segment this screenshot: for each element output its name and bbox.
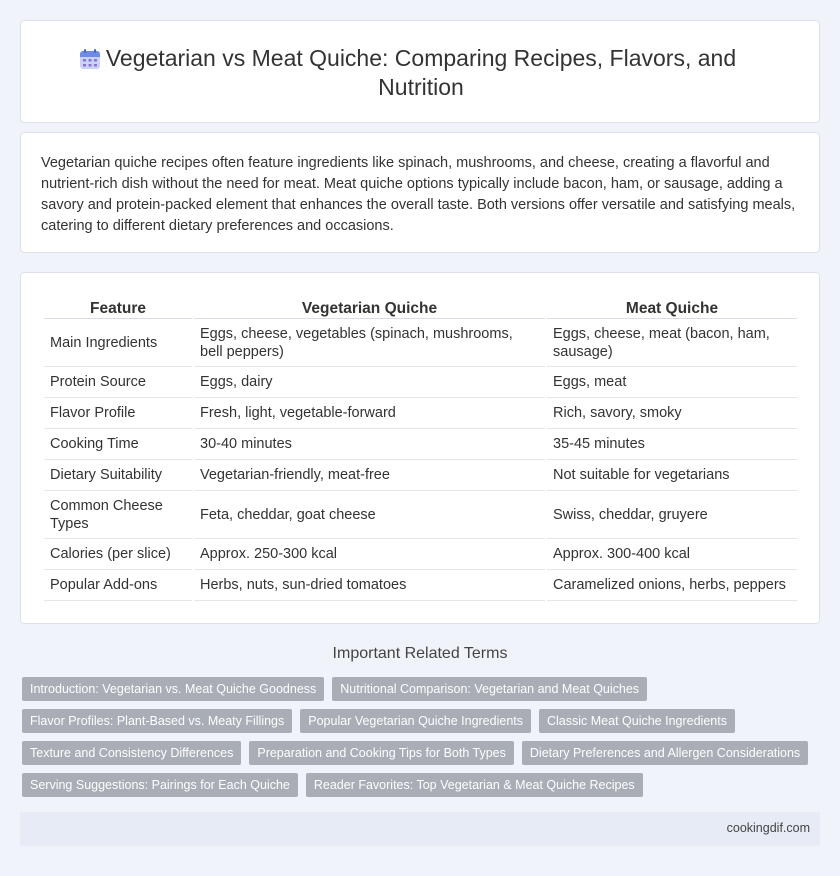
cell-feature: Common Cheese Types bbox=[44, 491, 192, 539]
footer bbox=[20, 812, 820, 846]
related-term-tag[interactable]: Classic Meat Quiche Ingredients bbox=[539, 709, 735, 733]
related-term-tag[interactable]: Reader Favorites: Top Vegetarian & Meat Quiche Recipes bbox=[306, 773, 643, 797]
related-terms-heading: Important Related Terms bbox=[332, 645, 508, 662]
footer-site-link[interactable]: cookingdif.com bbox=[726, 821, 810, 835]
cell-vegetarian: Vegetarian-friendly, meat-free bbox=[194, 460, 545, 491]
comparison-card bbox=[20, 272, 820, 624]
header-meat: Meat Quiche bbox=[547, 295, 797, 319]
cell-feature: Dietary Suitability bbox=[44, 460, 192, 491]
table-row bbox=[44, 398, 797, 429]
cell-meat: Caramelized onions, herbs, peppers bbox=[547, 570, 797, 601]
cell-vegetarian: Fresh, light, vegetable-forward bbox=[194, 398, 545, 429]
cell-meat: Eggs, meat bbox=[547, 367, 797, 398]
related-term-tag[interactable]: Preparation and Cooking Tips for Both Types bbox=[249, 741, 514, 765]
cell-vegetarian: Eggs, dairy bbox=[194, 367, 545, 398]
cell-feature: Calories (per slice) bbox=[44, 539, 192, 570]
cell-meat: Swiss, cheddar, gruyere bbox=[547, 491, 797, 539]
related-term-tag[interactable]: Dietary Preferences and Allergen Considerations bbox=[522, 741, 808, 765]
table-row bbox=[44, 367, 797, 398]
header-vegetarian: Vegetarian Quiche bbox=[194, 295, 545, 319]
table-row bbox=[44, 460, 797, 491]
table-row bbox=[44, 429, 797, 460]
page-title: Vegetarian vs Meat Quiche: Comparing Recipes, Flavors, and Nutrition bbox=[105, 44, 737, 100]
related-term-tag[interactable]: Nutritional Comparison: Vegetarian and Meat Quiches bbox=[332, 677, 647, 701]
cell-meat: Rich, savory, smoky bbox=[547, 398, 797, 429]
table-row bbox=[44, 570, 797, 601]
cell-feature: Main Ingredients bbox=[44, 319, 192, 367]
cell-feature: Flavor Profile bbox=[44, 398, 192, 429]
cell-vegetarian: Herbs, nuts, sun-dried tomatoes bbox=[194, 570, 545, 601]
cell-meat: Not suitable for vegetarians bbox=[547, 460, 797, 491]
cell-vegetarian: Eggs, cheese, vegetables (spinach, mushrooms, bell peppers) bbox=[194, 319, 545, 367]
cell-meat: Eggs, cheese, meat (bacon, ham, sausage) bbox=[547, 319, 797, 367]
cell-vegetarian: 30-40 minutes bbox=[194, 429, 545, 460]
comparison-table bbox=[42, 295, 799, 601]
table-header-row bbox=[44, 295, 797, 319]
related-term-tag[interactable]: Flavor Profiles: Plant-Based vs. Meaty Fillings bbox=[22, 709, 292, 733]
related-term-tag[interactable]: Texture and Consistency Differences bbox=[22, 741, 241, 765]
cell-feature: Cooking Time bbox=[44, 429, 192, 460]
table-row bbox=[44, 539, 797, 570]
related-term-tag[interactable]: Popular Vegetarian Quiche Ingredients bbox=[300, 709, 531, 733]
header-feature: Feature bbox=[44, 295, 192, 319]
related-terms-list bbox=[22, 677, 822, 805]
cell-vegetarian: Approx. 250-300 kcal bbox=[194, 539, 545, 570]
intro-paragraph: Vegetarian quiche recipes often feature ingredients like spinach, mushrooms, and cheese, creating a flavorful and nutrient-rich dish without the need for meat. Meat quiche options typically include bacon, ham, or sausage, adding a savory and protein-packed element that enhances the overall taste. Both versions offer versatile and satisfying meals, catering to different dietary preferences and occasions. bbox=[41, 155, 796, 234]
table-row bbox=[44, 491, 797, 539]
related-term-tag[interactable]: Introduction: Vegetarian vs. Meat Quiche Goodness bbox=[22, 677, 324, 701]
header-card bbox=[20, 20, 820, 123]
cell-meat: Approx. 300-400 kcal bbox=[547, 539, 797, 570]
cell-meat: 35-45 minutes bbox=[547, 429, 797, 460]
related-term-tag[interactable]: Serving Suggestions: Pairings for Each Quiche bbox=[22, 773, 298, 797]
intro-card bbox=[20, 132, 820, 253]
cell-feature: Popular Add-ons bbox=[44, 570, 192, 601]
cell-feature: Protein Source bbox=[44, 367, 192, 398]
table-row bbox=[44, 319, 797, 367]
cell-vegetarian: Feta, cheddar, goat cheese bbox=[194, 491, 545, 539]
